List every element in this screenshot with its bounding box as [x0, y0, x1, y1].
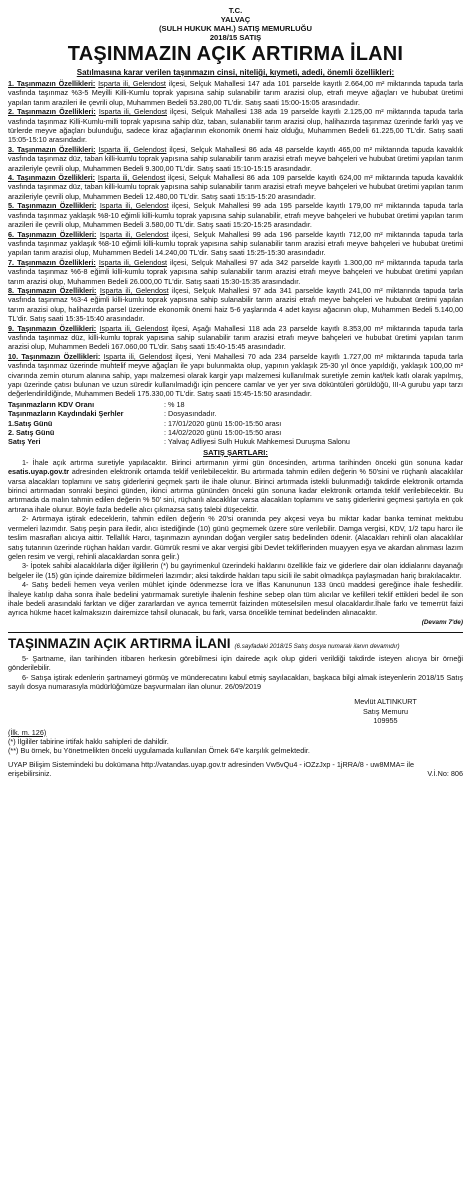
- property-place: Isparta ili, Gelendost: [99, 229, 169, 239]
- condition-1-text-b: adresinden elektronik ortamda teklif verilebilecektir. Bu artırmada tahmin edilen değerin % 50'sini ve rüçhanlı alacaklılar varsa alacakları toplamını ve satış giderlerini geçmek şartı ile ihale olunur. Birinci artırmada istekli bulunmadığı takdirde elektronik ortamda birinci artırmadan sonraki beşinci günden, ikinci artırma gününden önceki gün sonuna kadar elektronik ortamda teklif verilebilecektir. Bu artırmada da malın tahmin edilen değerin % 50' sini, rüçhanlı alacaklılar varsa alacakları toplamını ve satış giderlerini geçmesi şartıyla en çok artırana ihale olunur. Böyle fazla bedelle alıcı çıkmazsa satış talebi düşecektir.: [8, 467, 463, 514]
- detail-value: : % 18: [164, 399, 185, 409]
- condition-3: 3- İpotek sahibi alacaklılarla diğer ilgililerin (*) bu gayrimenkul üzerindeki haklarını özellikle faiz ve giderlere dair olan iddialarını dayanağı belgeler ile (15) gün içinde dairemize bildirmeleri lazımdır; aksi takdirde hakları tapu sicili ile sabit olmadıkça paylaşmadan hariç bırakılacaktır.: [8, 561, 463, 580]
- property-list: [8, 79, 463, 399]
- header-file-no: 2018/15 SATIŞ: [209, 33, 262, 42]
- property-label: 7. Taşınmazın Özellikleri:: [8, 257, 96, 267]
- esatis-link[interactable]: esatis.uyap.gov.tr: [8, 467, 70, 477]
- property-text: ilçesi, Selçuk Mahallesi 86 ada 109 parselde kayıtlı 624,00 m² miktarında tapuda kavaklık vasfında taşınmaz düz, taban killi-kumlu toprak yapısına sahip sulanabilir tarım arazisi etrafı meyve bahçeleri ve hububat üretimi yapılan tarım arazileriyle çevrili olup, Muhammen Bedeli 12.480,00 TL'dir. Satış saati 15:15-15:20 arasındadır.: [8, 173, 463, 201]
- condition-1-text-a: 1- İhale açık artırma suretiyle yapılacaktır. Birinci artırmanın yirmi gün öncesinden, artırma tarihinden önceki gün sonuna kadar: [22, 457, 463, 467]
- property-place: Isparta ili, Gelendost: [98, 107, 167, 117]
- property-label: 8. Taşınmazın Özellikleri:: [8, 285, 97, 295]
- continued-note: (Devamı 7'de): [421, 618, 463, 626]
- property-item: [8, 258, 463, 286]
- property-place: Isparta ili, Gelendost: [98, 79, 166, 88]
- continuation-note: (6.sayfadaki 2018/15 Satış dosya numaralı ilanın devamıdır): [234, 642, 400, 650]
- property-item: [8, 324, 463, 352]
- property-label: 5. Taşınmazın Özellikleri:: [8, 201, 97, 211]
- regulation-ref: (İlk. m. 126): [8, 727, 47, 737]
- property-place: Isparta ili, Gelendost: [98, 257, 167, 267]
- footer-uyap-text: UYAP Bilişim Sistemindeki bu dokümana http://vatandas.uyap.gov.tr adresinden Vw5vQu4 - iOZzJxp - 1jRRA/8 - uw8MMA= ile erişebilirsiniz.: [8, 759, 414, 779]
- property-label: 9. Taşınmazın Özellikleri:: [8, 323, 97, 333]
- condition-4: 4- Satış bedeli hemen veya verilen mühlet içinde ödenmezse İcra ve İflas Kanununun 133 üncü maddesi gereğince ihale feshedilir. İhaleye katılıp daha sonra ihale bedelini yatırmamak suretiyle ihalenin feshine sebep olan tüm alıcılar ve kefilleri teklif ettikleri bedel ile son ihale bedeli arasındaki farktan ve diğer zararlardan ve ayrıca temerrüt faizinden müteselsilen mesul olacaklardır.İhale farkı ve temerrüt faizi ayrıca hükme hacet kalmaksızın dairemizce tahsil olunacak, bu fark, varsa öncelikle teminat bedelinden alınacaktır.: [8, 580, 463, 618]
- property-place: Isparta ili, Gelendost: [99, 285, 169, 295]
- property-label: 1. Taşınmazın Özellikleri:: [8, 79, 96, 88]
- condition-2: 2- Artırmaya iştirak edeceklerin, tahmin edilen değerin % 20'si oranında pey akçesi veya bu miktar kadar banka teminat mektubu vermeleri lazımdır. Satış peşin para iledir, alıcı istediğinde (10) günü geçmemek üzere süre verilebilir. Damga vergisi, KDV, 1/2 tapu harcı ile teslim masrafları alıcıya aittir. Tellallık Harcı, taşınmazın aynından doğan vergiler satış bedelinden ödenir. (Alacakları rehinli olan alacaklılar satış tutarının üzerinde rüçhan hakları vardır. Gümrük resmi ve akar vergisi gibi Devlet tekliflerinden muayyen eşya ve akardan alınması lazım gelen resim ve vergi, rehinli alacaklardan sonra gelir.): [8, 514, 463, 561]
- continuation-title: TAŞINMAZIN AÇIK ARTIRMA İLANI: [8, 635, 231, 651]
- property-text: ilçesi, Selçuk Mahallesi 99 ada 195 parselde kayıtlı 179,00 m² miktarında tapuda tarla vasfında taşınmaz yaklaşık %8-10 eğimli killi-kumlu toprak yapısına sahip sulanabilir, etrafı meyve bahçeleri ve hububat üretimi yapılan tarım arazileri ile çevrili olup, Muhammen Bedeli 3.580,00 TL'dir. Satış saati 15:20-15:25 arasındadır.: [8, 201, 463, 230]
- property-text: ilçesi, Selçuk Mahallesi 97 ada 341 parselde kayıtlı 241,00 m² miktarında tapuda tarla vasfında taşınmaz %3-4 eğimli killi-kumlu toprak yapısına sahip sulanabilir tarım arazisi etrafı meyve bahçeleri ve hububat üretimi yapılan tarım arazisi olup, halihazırda parsel üzerinde ekonomik önemi haiz 5-6 yaşlarında 4 adet kayısı ağacının olup, Muhammen Bedeli 5.140,00 TL'dir. Satış saati 15:35-15:40 arasındadır.: [8, 285, 463, 324]
- signer-name: Mevlüt ALTINKURT: [354, 697, 417, 707]
- footnote-2: (**) Bu örnek, bu Yönetmelikten önceki uygulamada kullanılan Örnek 64'e karşılık gelmektedir.: [8, 746, 310, 756]
- property-label: 3. Taşınmazın Özellikleri:: [8, 144, 96, 154]
- detail-value: : 17/01/2020 günü 15:00-15:50 arası: [164, 418, 282, 428]
- property-label: 6. Taşınmazın Özellikleri:: [8, 229, 97, 239]
- detail-sale-day-2: [8, 428, 463, 437]
- property-item: [8, 107, 463, 145]
- signer-role: Satış Memuru: [362, 706, 409, 716]
- property-label: 10. Taşınmazın Özellikleri:: [8, 351, 101, 361]
- property-place: Isparta ili, Gelendost: [103, 351, 173, 361]
- header-block: [8, 6, 463, 42]
- page-footer: [8, 760, 463, 779]
- property-text: ilçesi, Selçuk Mahallesi 147 ada 101 parselde kayıtlı 2.664,00 m² miktarında tapuda tarla vasfında taşınmaz %3-5 Meyilli Killi-Kumlu toprak yapısına sahip sulanabilir tarım arazisi olup, etrafı meyve ağaçları ve hububat üretimi yapılan tarım arazileri ile çevrili olup, Muhammen Bedeli 53.280,00 TL'dir. Satış saati 15:00-15:05 arasındadır.: [8, 79, 464, 107]
- conditions-title: SATIŞ ŞARTLARI:: [203, 447, 268, 457]
- property-text: ilçesi, Yeni Mahallesi 70 ada 234 parselde kayıtlı 1.727,00 m² miktarında tapuda tarla vasfında taşınmaz üzerinde muhtelif meyve ağaçları ile yapı bulunmakta olup, yapının yaklaşık 25-30 yıl önce yapıldığı, yaklaşık 100,00 m² civarında zemin oturum alanına sahip, yapı malzemesi olarak kargir yapı malzemesi kullanılmak suretiyle zemin kat/tek katlı olarak yapılmış, yapı üzerinde çatısı bulunan ve uzun süredir kullanılmadığı için pencere camlar ve yer yer sıva döküntüleri görüldüğü, III-A gurubu yapı tarzı değerlendirildiğinde, Muhammen Bedeli 175.330,00 TL'dir. Satış saati 15:45-15:50 arasındadır.: [8, 351, 464, 399]
- page-title: TAŞINMAZIN AÇIK ARTIRMA İLANI: [67, 43, 404, 65]
- detail-kdv: [8, 400, 463, 409]
- detail-serhler: [8, 409, 463, 418]
- property-place: Isparta ili, Gelendost: [99, 201, 169, 211]
- continuation-heading: [8, 636, 463, 652]
- sale-details: [8, 400, 463, 447]
- property-place: Isparta ili, Gelendost: [98, 144, 167, 154]
- signer-id: 109955: [373, 716, 398, 726]
- header-tc: T.C.: [228, 6, 243, 15]
- detail-key: Satış Yeri: [8, 437, 41, 447]
- detail-value: : 14/02/2020 günü 15:00-15:50 arası: [164, 428, 282, 438]
- condition-1: [8, 458, 463, 514]
- property-text: ilçesi, Aşağı Mahallesi 118 ada 23 parselde kayıtlı 8.353,00 m² miktarında tapuda tarla vasfında taşınmaz düz, killi-kumlu toprak yapısına sahip sulanabilir tarım arazisi etrafı meyve bahçeleri ve hububat üretimi yapılan tarım arazisi olup, Muhammen Bedeli 167.060,00 TL'dir. Satış saati 15:40-15:45 arasındadır.: [8, 323, 464, 352]
- property-item: [8, 145, 463, 173]
- property-text: ilçesi, Selçuk Mahallesi 138 ada 19 parselde kayıtlı 2.125,00 m² miktarında tapuda tarla vasfında taşınmaz Killi-Kumlu-milli toprak yapısına sahip düz, taban, sulanabilir tarım arazisi olup, halihazırda taşınmaz üzerinde farklı yaş ve türlerde meyve ağaçları bulunduğu, sadece kiraz ağaçlarının ekonomik önemi haiz olduğu, Muhammen Bedeli 61.225,00 TL'dir. Satış saati 15:05-15:10 arasındadır.: [8, 107, 463, 145]
- signature-block: [308, 697, 463, 725]
- detail-key: 1.Satış Günü: [8, 418, 53, 428]
- property-label: 2. Taşınmazın Özellikleri:: [8, 107, 96, 117]
- property-item: [8, 230, 463, 258]
- property-item: [8, 286, 463, 324]
- detail-value: : Dosyasındadır.: [164, 409, 217, 419]
- header-city: YALVAÇ: [220, 15, 251, 24]
- detail-value: : Yalvaç Adliyesi Sulh Hukuk Mahkemesi Duruşma Salonu: [164, 437, 350, 447]
- property-item: [8, 173, 463, 201]
- property-label: 4. Taşınmazın Özellikleri:: [8, 173, 96, 183]
- detail-key: Taşınmazların KDV Oranı: [8, 399, 95, 409]
- condition-6: 6- Satışa iştirak edenlerin şartnameyi görmüş ve münderecatını kabul etmiş sayılacakları, başkaca bilgi almak isteyenlerin 2018/15 Satış sayılı dosya numarasıyla müdürlüğümüze başvurmaları ilan olunur. 26/09/2019: [8, 672, 463, 691]
- page-subtitle: Satılmasına karar verilen taşınmazın cinsi, niteliği, kıymeti, adedi, önemli özellikleri:: [76, 68, 395, 77]
- header-office: (SULH HUKUK MAH.) SATIŞ MEMURLUĞU: [159, 24, 312, 33]
- property-place: Isparta ili, Gelendost: [99, 323, 169, 333]
- property-item: [8, 352, 463, 399]
- property-item: [8, 79, 463, 107]
- detail-sale-day-1: [8, 419, 463, 428]
- detail-key: Taşınmazların Kaydındaki Şerhler: [8, 409, 124, 419]
- condition-5: 5- Şartname, ilan tarihinden itibaren herkesin görebilmesi için dairede açık olup gideri verildiği takdirde isteyen alıcıya bir örneği gönderilebilir.: [8, 653, 463, 673]
- section-divider: [8, 632, 463, 633]
- property-item: [8, 201, 463, 229]
- property-text: ilçesi, Selçuk Mahallesi 97 ada 342 parselde kayıtlı 1.300,00 m² miktarında tapuda tarla vasfında taşınmaz %6-8 eğimli killi-kumlu toprak yapısına sahip sulanabilir tarım arazisi etrafı meyve bahçeleri ve hububat üretimi yapılan tarım arazisi olup, Muhammen Bedeli 26.000,00 TL'dir. Satış saati 15:30-15:35 arasındadır.: [8, 257, 463, 286]
- detail-key: 2. Satış Günü: [8, 428, 55, 438]
- footer-code: V.İ.No: 806: [427, 769, 463, 779]
- detail-sale-place: [8, 437, 463, 446]
- property-text: ilçesi, Selçuk Mahallesi 86 ada 48 parselde kayıtlı 465,00 m² miktarında tapuda kavaklık vasfında taşınmaz düz, taban killi-kumlu toprak yapısına sahip sulanabilir tarım arazisi etrafı meyve bahçeleri ve hububat üretimi yapılan tarım arazileriyle çevrili olup, Muhammen Bedeli 9.300,00 TL'dir. Satış saati 15:10-15:15 arasındadır.: [8, 144, 464, 173]
- property-place: Isparta ili, Gelendost: [97, 173, 166, 183]
- footnote-1: (*) İlgililer tabirine irtifak hakkı sahipleri de dahildir.: [8, 737, 169, 746]
- property-text: ilçesi, Selçuk Mahallesi 99 ada 196 parselde kayıtlı 712,00 m² miktarında tapuda tarla vasfında taşınmaz yaklaşık %8-10 eğimli killi-kumlu toprak yapısına sahip sulanabilir tarım arazisi etrafı meyve bahçeleri ve hububat üretimi yapılan tarım arazisi olup, Muhammen Bedeli 14.240,00 TL'dir. Satış saati 15:25-15:30 arasındadır.: [8, 229, 463, 258]
